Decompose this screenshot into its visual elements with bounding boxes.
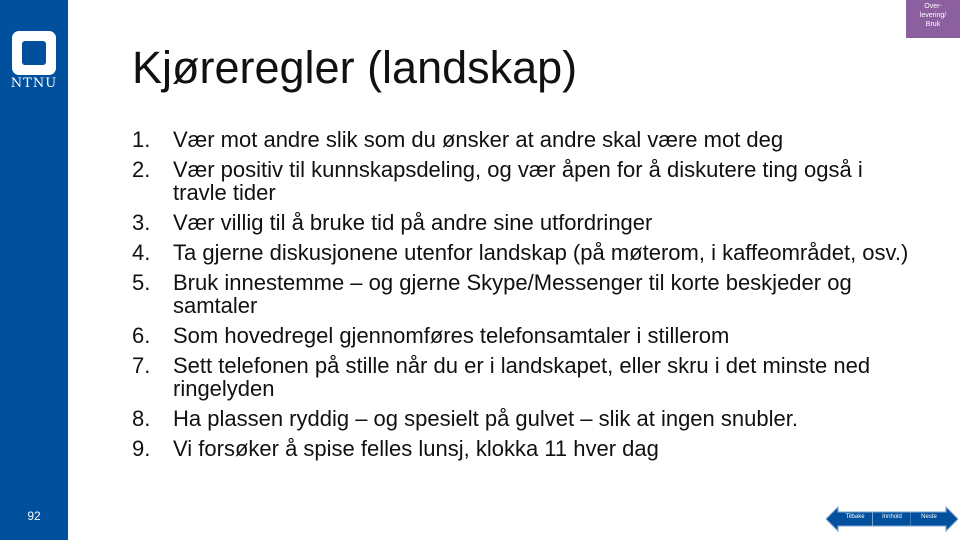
rules-list (132, 128, 912, 467)
list-text: Som hovedregel gjennomføres telefonsamtaler i stillerom (173, 323, 730, 348)
next-label: Neste (921, 514, 937, 520)
list-number: 7. (132, 353, 151, 378)
list-item (132, 324, 912, 347)
list-item (132, 354, 912, 400)
section-tag-line: Bruk (925, 21, 941, 28)
section-tag-line: Over- (924, 3, 942, 10)
list-item (132, 158, 912, 204)
list-item (132, 407, 912, 430)
list-number: 3. (132, 210, 151, 235)
list-text: Vær villig til å bruke tid på andre sine utfordringer (173, 210, 653, 235)
page-title: Kjøreregler (landskap) (132, 42, 578, 93)
list-number: 9. (132, 436, 151, 461)
list-item (132, 128, 912, 151)
back-label: Tilbake (845, 514, 865, 520)
list-number: 5. (132, 270, 151, 295)
list-number: 1. (132, 127, 151, 152)
list-item (132, 241, 912, 264)
list-number: 6. (132, 323, 151, 348)
list-text: Ha plassen ryddig – og spesielt på gulvet – slik at ingen snubler. (173, 406, 798, 431)
sidebar (0, 0, 68, 540)
list-text: Ta gjerne diskusjonene utenfor landskap (på møterom, i kaffeområdet, osv.) (173, 240, 909, 265)
back-button[interactable] (826, 505, 874, 533)
list-text: Vær mot andre slik som du ønsker at andre skal være mot deg (173, 127, 784, 152)
ntnu-logo-icon (11, 30, 57, 76)
list-number: 8. (132, 406, 151, 431)
section-tag (906, 0, 960, 38)
list-number: 4. (132, 240, 151, 265)
list-item (132, 437, 912, 460)
list-text: Bruk innestemme – og gjerne Skype/Messenger til korte beskjeder og samtaler (173, 270, 852, 318)
list-item (132, 211, 912, 234)
list-number: 2. (132, 157, 151, 182)
logo-text: NTNU (10, 76, 58, 91)
list-text: Vi forsøker å spise felles lunsj, klokka 11 hver dag (173, 436, 659, 461)
list-item (132, 271, 912, 317)
list-text: Vær positiv til kunnskapsdeling, og vær åpen for å diskutere ting også i travle tider (173, 157, 863, 205)
section-tag-line: levering/ (919, 12, 947, 19)
list-text: Sett telefonen på stille når du er i landskapet, eller skru i det minste ned ringelyden (173, 353, 871, 401)
contents-label: Innhold (882, 514, 902, 520)
next-button[interactable] (910, 505, 958, 533)
page-number: 92 (27, 509, 41, 523)
